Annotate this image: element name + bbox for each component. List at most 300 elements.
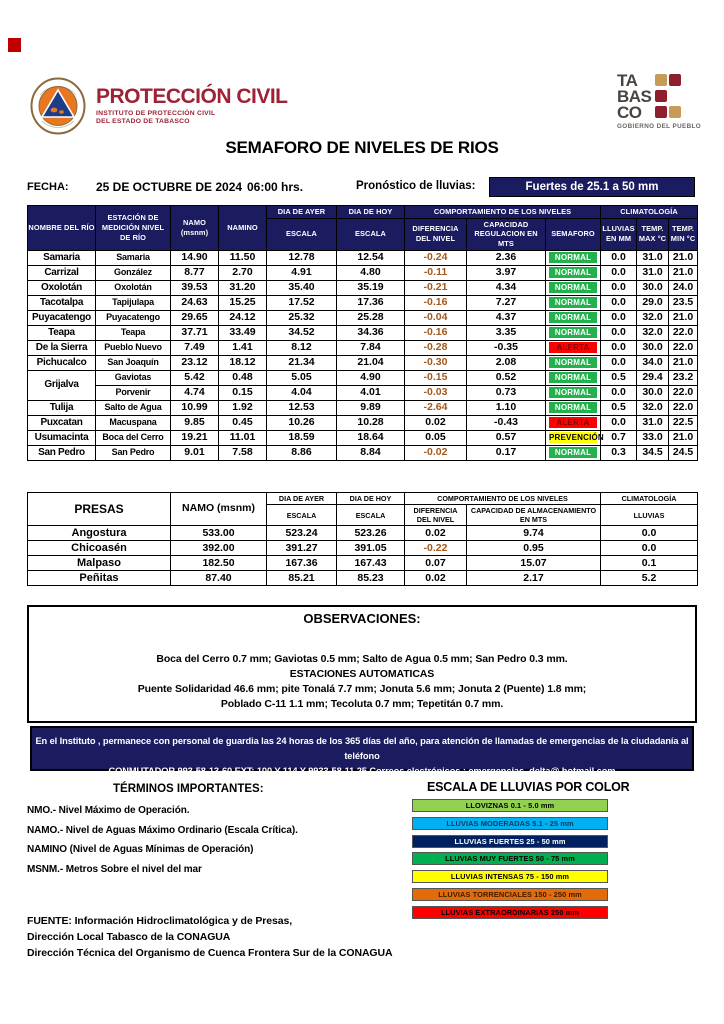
presa-escala-hoy-value: 167.43 (337, 556, 405, 571)
capacidad-value: -0.43 (467, 415, 546, 430)
river-name: Samaria (28, 250, 96, 265)
station-name: San Pedro (96, 445, 171, 460)
temp-max-value: 34.5 (637, 445, 669, 460)
namino-value: 0.45 (219, 415, 267, 430)
presa-capacidad-value: 0.95 (467, 541, 601, 556)
terminos-title: TÉRMINOS IMPORTANTES: (113, 783, 264, 795)
org-subtitle-1: INSTITUTO DE PROTECCIÓN CIVIL (96, 110, 216, 117)
escala-ayer-value: 18.59 (267, 430, 337, 445)
semaforo-cell (546, 310, 601, 325)
namino-value: 15.25 (219, 295, 267, 310)
semaforo-cell (546, 370, 601, 385)
semaforo-cell (546, 280, 601, 295)
capacidad-value: 0.17 (467, 445, 546, 460)
station-name: Teapa (96, 325, 171, 340)
escala-ayer-value: 34.52 (267, 325, 337, 340)
presa-escala-ayer-value: 167.36 (267, 556, 337, 571)
lluvia-scale-bar: LLUVIAS EXTRAORDINARIAS 250 mm (412, 906, 608, 919)
tabasco-tile-icon (669, 74, 681, 86)
capacidad-value: 7.27 (467, 295, 546, 310)
lluvia-scale-bar: LLUVIAS MODERADAS 5.1 - 25 mm (412, 817, 608, 830)
diferencia-value: -0.16 (405, 325, 467, 340)
lluvias-value: 0.0 (601, 325, 637, 340)
river-row (28, 325, 698, 340)
col-header-tmax: TEMP. MAX °C (637, 218, 669, 250)
presa-row (28, 526, 698, 541)
col-header-rio: NOMBRE DEL RÍO (28, 206, 96, 251)
namino-value: 7.58 (219, 445, 267, 460)
observaciones-line: Puente Solidaridad 46.6 mm; pite Tonalá 7.7 mm; Jonuta 5.6 mm; Jonuta 2 (Puente) 1.8 mm; (137, 683, 587, 695)
lluvias-value: 0.0 (601, 355, 637, 370)
namo-value: 9.01 (171, 445, 219, 460)
escala-hoy-value: 25.28 (337, 310, 405, 325)
col-header-presas-diferencia: DIFERENCIA DEL NIVEL (405, 505, 467, 526)
river-row (28, 295, 698, 310)
escala-ayer-value: 4.91 (267, 265, 337, 280)
col-header-ayer: DIA DE AYER (267, 206, 337, 219)
semaforo-cell (546, 385, 601, 400)
tabasco-tagline: GOBIERNO DEL PUEBLO (617, 123, 702, 130)
diferencia-value: -0.16 (405, 295, 467, 310)
semaforo-cell (546, 415, 601, 430)
river-name: Teapa (28, 325, 96, 340)
semaforo-cell (546, 400, 601, 415)
temp-max-value: 34.0 (637, 355, 669, 370)
tabasco-letters: TA (617, 70, 638, 90)
river-name: Oxolotán (28, 280, 96, 295)
escala-ayer-value: 5.05 (267, 370, 337, 385)
semaforo-status-badge: PREVENCIÓN (549, 433, 604, 442)
namino-value: 18.12 (219, 355, 267, 370)
escala-ayer-value: 10.26 (267, 415, 337, 430)
tabasco-logo-row (617, 104, 707, 120)
semaforo-cell (546, 355, 601, 370)
river-name: Grijalva (28, 370, 96, 400)
temp-min-value: 22.0 (669, 400, 698, 415)
river-name: Carrizal (28, 265, 96, 280)
capacidad-value: -0.35 (467, 340, 546, 355)
temp-max-value: 31.0 (637, 415, 669, 430)
presa-diferencia-value: 0.07 (405, 556, 467, 571)
semaforo-status-badge: NORMAL (549, 402, 597, 413)
escala-hoy-value: 7.84 (337, 340, 405, 355)
temp-min-value: 21.0 (669, 430, 698, 445)
aviso-banner (30, 726, 694, 776)
presa-lluvias-value: 0.1 (601, 556, 698, 571)
presa-name: Peñitas (28, 571, 171, 586)
river-name: De la Sierra (28, 340, 96, 355)
river-name: Pichucalco (28, 355, 96, 370)
col-header-climatologia: CLIMATOLOGÍA (601, 206, 698, 219)
river-name: Puyacatengo (28, 310, 96, 325)
rivers-header-row-1 (28, 206, 698, 219)
station-name: Oxolotán (96, 280, 171, 295)
diferencia-value: -0.30 (405, 355, 467, 370)
namino-value: 1.92 (219, 400, 267, 415)
river-row (28, 370, 698, 385)
col-header-presas-hoy: DIA DE HOY (337, 493, 405, 505)
escala-ayer-value: 8.86 (267, 445, 337, 460)
capacidad-value: 0.73 (467, 385, 546, 400)
temp-min-value: 24.5 (669, 445, 698, 460)
presa-lluvias-value: 0.0 (601, 526, 698, 541)
temp-min-value: 22.0 (669, 325, 698, 340)
namino-value: 2.70 (219, 265, 267, 280)
temp-min-value: 21.0 (669, 310, 698, 325)
semaforo-status-badge: NORMAL (549, 372, 597, 383)
river-row (28, 310, 698, 325)
semaforo-status-badge: ALERTA (549, 342, 597, 353)
station-name: San Joaquín (96, 355, 171, 370)
brand-block (96, 85, 288, 125)
presa-namo-value: 392.00 (171, 541, 267, 556)
presa-diferencia-value: 0.02 (405, 526, 467, 541)
lluvias-value: 0.5 (601, 400, 637, 415)
namo-value: 7.49 (171, 340, 219, 355)
lluvias-value: 0.5 (601, 370, 637, 385)
namino-value: 24.12 (219, 310, 267, 325)
semaforo-cell (546, 325, 601, 340)
presa-row (28, 541, 698, 556)
presa-escala-hoy-value: 85.23 (337, 571, 405, 586)
escala-hoy-value: 21.04 (337, 355, 405, 370)
escala-hoy-value: 10.28 (337, 415, 405, 430)
temp-max-value: 29.4 (637, 370, 669, 385)
fecha-label: FECHA: (27, 181, 69, 193)
presa-row (28, 556, 698, 571)
semaforo-status-badge: ALERTA (549, 417, 597, 428)
namo-value: 14.90 (171, 250, 219, 265)
rivers-table-body (28, 250, 698, 460)
presa-namo-value: 87.40 (171, 571, 267, 586)
presa-row (28, 571, 698, 586)
diferencia-value: -2.64 (405, 400, 467, 415)
diferencia-value: -0.15 (405, 370, 467, 385)
temp-min-value: 21.0 (669, 355, 698, 370)
station-name: Macuspana (96, 415, 171, 430)
lluvia-scale-bar: LLOVIZNAS 0.1 - 5.0 mm (412, 799, 608, 812)
presa-escala-ayer-value: 523.24 (267, 526, 337, 541)
namo-value: 8.77 (171, 265, 219, 280)
semaforo-cell (546, 265, 601, 280)
termino-item: NMO.- Nivel Máximo de Operación. (27, 805, 190, 816)
river-row (28, 280, 698, 295)
escala-hoy-value: 35.19 (337, 280, 405, 295)
temp-max-value: 31.0 (637, 265, 669, 280)
escala-hoy-value: 4.80 (337, 265, 405, 280)
capacidad-value: 2.08 (467, 355, 546, 370)
namino-value: 11.01 (219, 430, 267, 445)
lluvia-scale-bar: LLUVIAS MUY FUERTES 50 - 75 mm (412, 852, 608, 865)
temp-max-value: 32.0 (637, 325, 669, 340)
presa-lluvias-value: 0.0 (601, 541, 698, 556)
river-name: Usumacinta (28, 430, 96, 445)
river-row (28, 385, 698, 400)
aviso-line-2: CONMUTADOR 993-58-13-60.EXT: 100 Y 114 Y 9933-58-11 25 Correos electrónicos : emergencias_delta@ hotmail.com (108, 766, 616, 776)
station-name: Gaviotas (96, 370, 171, 385)
diferencia-value: 0.05 (405, 430, 467, 445)
escala-lluvias-title: ESCALA DE LLUVIAS POR COLOR (427, 780, 630, 794)
pronostico-badge: Fuertes de 25.1 a 50 mm (489, 177, 695, 197)
diferencia-value: -0.04 (405, 310, 467, 325)
diferencia-value: -0.02 (405, 445, 467, 460)
temp-max-value: 29.0 (637, 295, 669, 310)
presa-namo-value: 182.50 (171, 556, 267, 571)
temp-max-value: 31.0 (637, 250, 669, 265)
semaforo-cell (546, 295, 601, 310)
station-name: Boca del Cerro (96, 430, 171, 445)
lluvias-value: 0.0 (601, 265, 637, 280)
diferencia-value: -0.24 (405, 250, 467, 265)
temp-max-value: 33.0 (637, 430, 669, 445)
diferencia-value: -0.28 (405, 340, 467, 355)
observaciones-title: OBSERVACIONES: (303, 611, 421, 626)
escala-hoy-value: 12.54 (337, 250, 405, 265)
semaforo-cell (546, 430, 604, 445)
diferencia-value: 0.02 (405, 415, 467, 430)
lluvias-value: 0.3 (601, 445, 637, 460)
presa-capacidad-value: 9.74 (467, 526, 601, 541)
escala-ayer-value: 35.40 (267, 280, 337, 295)
fuente-line: Dirección Técnica del Organismo de Cuenca Frontera Sur de la CONAGUA (27, 947, 393, 959)
station-name: González (96, 265, 171, 280)
lluvia-scale-bar: LLUVIAS TORRENCIALES 150 - 250 mm (412, 888, 608, 901)
semaforo-status-badge: NORMAL (549, 297, 597, 308)
escala-hoy-value: 4.90 (337, 370, 405, 385)
river-row (28, 340, 698, 355)
observaciones-line: ESTACIONES AUTOMATICAS (289, 668, 435, 680)
lluvias-value: 0.0 (601, 250, 637, 265)
namino-value: 1.41 (219, 340, 267, 355)
col-header-semaforo: SEMAFORO (546, 218, 601, 250)
tabasco-letters: BAS (617, 86, 652, 106)
col-header-escala: ESCALA (267, 218, 337, 250)
temp-min-value: 21.0 (669, 250, 698, 265)
col-header-presas-comportamiento: COMPORTAMIENTO DE LOS NIVELES (405, 493, 601, 505)
lluvias-value: 0.0 (601, 415, 637, 430)
escala-hoy-value: 4.01 (337, 385, 405, 400)
presa-capacidad-value: 15.07 (467, 556, 601, 571)
temp-min-value: 23.5 (669, 295, 698, 310)
col-header-hoy: DIA DE HOY (337, 206, 405, 219)
temp-min-value: 22.0 (669, 385, 698, 400)
tabasco-tile-icon (655, 90, 667, 102)
river-name: Tulija (28, 400, 96, 415)
escala-ayer-value: 4.04 (267, 385, 337, 400)
namo-value: 5.42 (171, 370, 219, 385)
escala-hoy-value: 18.64 (337, 430, 405, 445)
namo-value: 10.99 (171, 400, 219, 415)
capacidad-value: 3.35 (467, 325, 546, 340)
temp-max-value: 32.0 (637, 310, 669, 325)
station-name: Pueblo Nuevo (96, 340, 171, 355)
temp-max-value: 30.0 (637, 280, 669, 295)
namo-value: 4.74 (171, 385, 219, 400)
col-header-presas-namo: NAMO (msnm) (171, 493, 267, 526)
namino-value: 0.15 (219, 385, 267, 400)
temp-min-value: 24.0 (669, 280, 698, 295)
river-row (28, 445, 698, 460)
namo-value: 23.12 (171, 355, 219, 370)
capacidad-value: 4.37 (467, 310, 546, 325)
lluvias-value: 0.7 (601, 430, 637, 445)
hora-value: 06:00 hrs. (247, 180, 304, 194)
col-header-presas-escala: ESCALA (337, 505, 405, 526)
lluvia-scale-bar: LLUVIAS INTENSAS 75 - 150 mm (412, 870, 608, 883)
presas-table-body (28, 526, 698, 586)
lluvias-value: 0.0 (601, 385, 637, 400)
tabasco-logo (617, 72, 707, 130)
tabasco-logo-row (617, 88, 707, 104)
lluvias-value: 0.0 (601, 280, 637, 295)
namo-value: 37.71 (171, 325, 219, 340)
river-row (28, 355, 698, 370)
fuente-line: FUENTE: Información Hidroclimatológica y de Presas, (27, 915, 293, 927)
temp-max-value: 30.0 (637, 385, 669, 400)
fuente-block (27, 913, 497, 961)
observaciones-lines (29, 652, 695, 712)
temp-max-value: 32.0 (637, 400, 669, 415)
tabasco-tile-icon (669, 106, 681, 118)
presa-namo-value: 533.00 (171, 526, 267, 541)
termino-item: MSNM.- Metros Sobre el nivel del mar (27, 863, 202, 875)
tabasco-tile-icon (655, 74, 667, 86)
col-header-namino: NAMINO (219, 206, 267, 251)
col-header-lluvias: LLUVIAS EN MM (601, 218, 637, 250)
presa-capacidad-value: 2.17 (467, 571, 601, 586)
temp-min-value: 22.0 (669, 340, 698, 355)
river-row (28, 400, 698, 415)
temp-min-value: 21.0 (669, 265, 698, 280)
river-name: San Pedro (28, 445, 96, 460)
rivers-table (27, 205, 698, 461)
presa-name: Chicoasén (28, 541, 171, 556)
org-subtitle-2: DEL ESTADO DE TABASCO (96, 118, 190, 125)
presa-escala-ayer-value: 391.27 (267, 541, 337, 556)
station-name: Porvenir (96, 385, 171, 400)
diferencia-value: -0.03 (405, 385, 467, 400)
semaforo-status-badge: NORMAL (549, 327, 597, 338)
aviso-line-1: En el Instituto , permanece con personal de guardia las 24 horas de los 365 días del año, para atención de llamadas de emergencias de la ciudadanía al teléfono (35, 736, 689, 761)
semaforo-status-badge: NORMAL (549, 357, 597, 368)
presa-name: Malpaso (28, 556, 171, 571)
escala-ayer-value: 17.52 (267, 295, 337, 310)
namino-value: 0.48 (219, 370, 267, 385)
escala-ayer-value: 8.12 (267, 340, 337, 355)
termino-item: NAMO.- Nivel de Aguas Máximo Ordinario (Escala Crítica). (27, 824, 298, 836)
capacidad-value: 0.52 (467, 370, 546, 385)
lluvias-value: 0.0 (601, 340, 637, 355)
temp-max-value: 30.0 (637, 340, 669, 355)
semaforo-cell (546, 445, 601, 460)
termino-item: NAMINO (Nivel de Aguas Mínimas de Operación) (27, 844, 254, 855)
lluvia-scale-bar: LLUVIAS FUERTES 25 - 50 mm (412, 835, 608, 848)
page-title: SEMAFORO DE NIVELES DE RIOS (225, 138, 499, 157)
escala-hoy-value: 17.36 (337, 295, 405, 310)
diferencia-value: -0.11 (405, 265, 467, 280)
col-header-presas-climatologia: CLIMATOLOGÍA (601, 493, 698, 505)
temp-min-value: 22.5 (669, 415, 698, 430)
temp-min-value: 23.2 (669, 370, 698, 385)
tabasco-logo-row (617, 72, 707, 88)
observaciones-line: Boca del Cerro 0.7 mm; Gaviotas 0.5 mm; Salto de Agua 0.5 mm; San Pedro 0.3 mm. (156, 653, 568, 665)
river-name: Puxcatan (28, 415, 96, 430)
station-name: Samaria (96, 250, 171, 265)
escala-hoy-value: 34.36 (337, 325, 405, 340)
corner-mark (8, 38, 21, 52)
presa-escala-hoy-value: 523.26 (337, 526, 405, 541)
presa-diferencia-value: -0.22 (405, 541, 467, 556)
semaforo-status-badge: NORMAL (549, 312, 597, 323)
presa-escala-ayer-value: 85.21 (267, 571, 337, 586)
fecha-value: 25 DE OCTUBRE DE 2024 (96, 180, 243, 194)
river-row (28, 250, 698, 265)
semaforo-cell (546, 340, 601, 355)
river-row (28, 265, 698, 280)
fuente-line: Dirección Local Tabasco de la CONAGUA (27, 931, 231, 943)
col-header-presas: PRESAS (28, 493, 171, 526)
namo-value: 9.85 (171, 415, 219, 430)
river-row (28, 415, 698, 430)
escala-hoy-value: 8.84 (337, 445, 405, 460)
escala-hoy-value: 9.89 (337, 400, 405, 415)
semaforo-cell (546, 250, 601, 265)
station-name: Salto de Agua (96, 400, 171, 415)
escala-ayer-value: 12.53 (267, 400, 337, 415)
semaforo-status-badge: NORMAL (549, 267, 597, 278)
capacidad-value: 1.10 (467, 400, 546, 415)
namo-value: 19.21 (171, 430, 219, 445)
col-header-presas-lluvias: LLUVIAS (601, 505, 698, 526)
col-header-presas-capacidad: CAPACIDAD DE ALMACENAMIENTO EN MTS (467, 505, 601, 526)
col-header-escala: ESCALA (337, 218, 405, 250)
lluvias-value: 0.0 (601, 295, 637, 310)
namino-value: 11.50 (219, 250, 267, 265)
col-header-namo: NAMO (msnm) (171, 206, 219, 251)
tabasco-tile-icon (655, 106, 667, 118)
presa-diferencia-value: 0.02 (405, 571, 467, 586)
semaforo-status-badge: NORMAL (549, 282, 597, 293)
observaciones-box (27, 605, 697, 723)
capacidad-value: 0.57 (467, 430, 546, 445)
presas-header-row-1 (28, 493, 698, 505)
namo-value: 39.53 (171, 280, 219, 295)
presa-name: Angostura (28, 526, 171, 541)
col-header-comportamiento: COMPORTAMIENTO DE LOS NIVELES (405, 206, 601, 219)
escala-ayer-value: 25.32 (267, 310, 337, 325)
presa-lluvias-value: 5.2 (601, 571, 698, 586)
station-name: Puyacatengo (96, 310, 171, 325)
observaciones-line: Poblado C-11 1.1 mm; Tecoluta 0.7 mm; Tepetitán 0.7 mm. (220, 698, 504, 710)
escala-ayer-value: 21.34 (267, 355, 337, 370)
namino-value: 31.20 (219, 280, 267, 295)
river-row (28, 430, 698, 445)
namo-value: 24.63 (171, 295, 219, 310)
semaforo-status-badge: NORMAL (549, 252, 597, 263)
col-header-capacidad: CAPACIDAD REGULACION EN MTS (467, 218, 546, 250)
semaforo-status-badge: NORMAL (549, 447, 597, 458)
col-header-tmin: TEMP. MIN °C (669, 218, 698, 250)
presas-table (27, 492, 698, 586)
escala-ayer-value: 12.78 (267, 250, 337, 265)
capacidad-value: 2.36 (467, 250, 546, 265)
namo-value: 29.65 (171, 310, 219, 325)
capacidad-value: 3.97 (467, 265, 546, 280)
capacidad-value: 4.34 (467, 280, 546, 295)
col-header-estacion: ESTACIÓN DE MEDICIÓN NIVEL DE RÍO (96, 206, 171, 251)
proteccion-civil-seal-icon (30, 77, 86, 140)
escala-lluvias-legend (412, 799, 608, 924)
